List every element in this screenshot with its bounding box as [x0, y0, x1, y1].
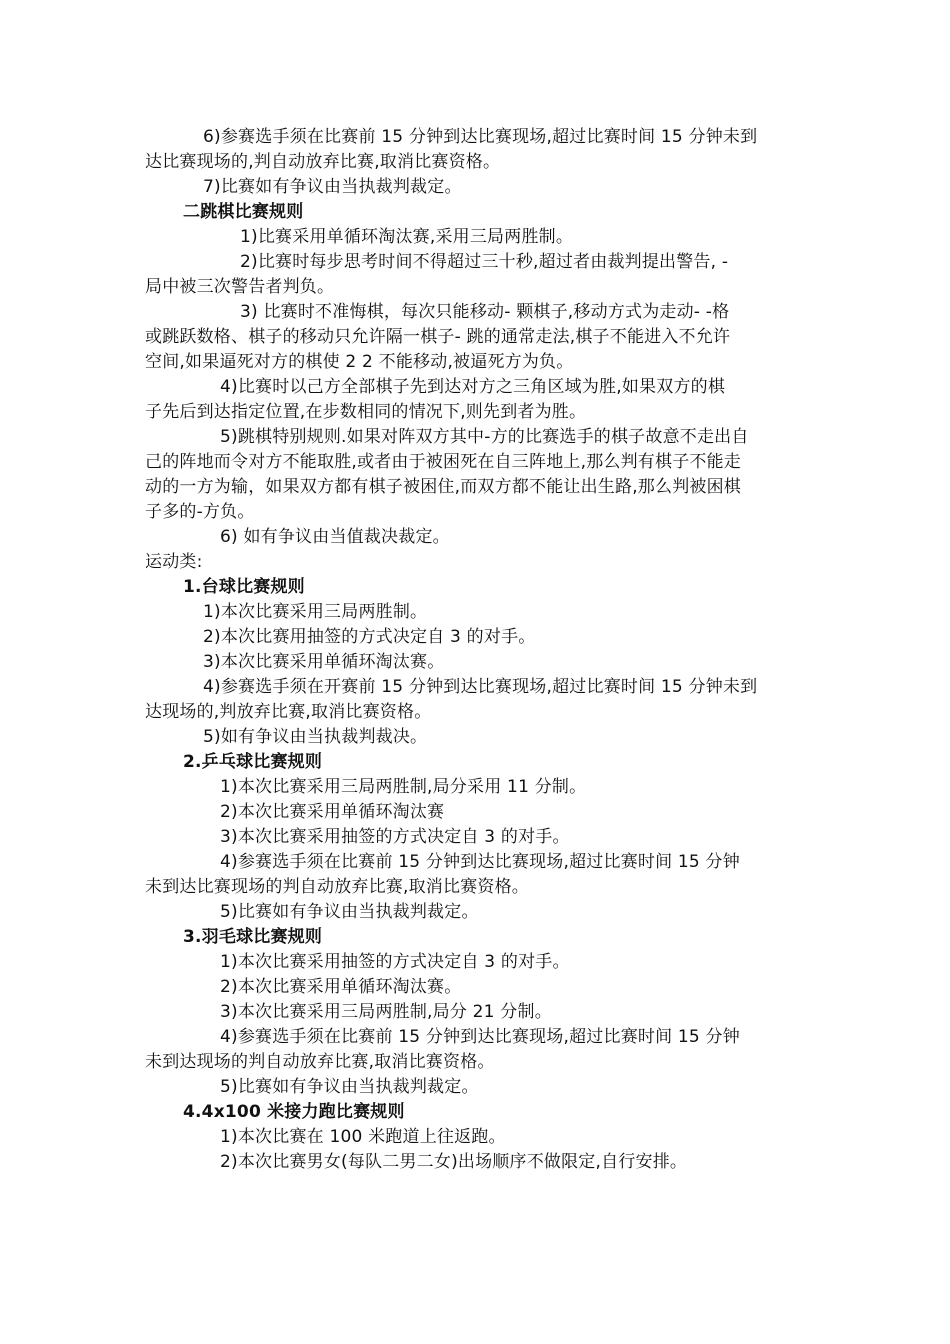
rule-line: 3) 比赛时不准悔棋，每次只能移动- 颗棋子,移动方式为走动- -格 — [240, 302, 730, 322]
rule-line: 1)本次比赛采用三局两胜制。 — [203, 602, 428, 622]
rule-line: 子先后到达指定位置,在步数相同的情况下,则先到者为胜。 — [145, 402, 587, 422]
rule-line: 3)本次比赛采用单循环淘汰赛。 — [203, 652, 445, 672]
rule-line: 4)参赛选手须在比赛前 15 分钟到达比赛现场,超过比赛时间 15 分钟 — [220, 852, 740, 872]
rule-line: 未到达比赛现场的判自动放弃比赛,取消比赛资格。 — [145, 877, 530, 897]
rule-line: 动的一方为输，如果双方都有棋子被困住,而双方都不能让出生路,那么判被困棋 — [145, 477, 742, 497]
section-heading-billiards: 1.台球比赛规则 — [183, 577, 305, 597]
rule-line: 1)本次比赛在 100 米跑道上往返跑。 — [220, 1127, 506, 1147]
rule-line: 5)如有争议由当执裁判裁决。 — [203, 727, 428, 747]
rule-line: 2)本次比赛采用单循环淘汰赛。 — [220, 977, 462, 997]
rule-line: 局中被三次警告者判负。 — [145, 277, 335, 297]
section-heading-pingpong: 2.乒乓球比赛规则 — [183, 752, 323, 772]
section-heading-badminton: 3.羽毛球比赛规则 — [183, 927, 323, 947]
rule-line: 4)参赛选手须在开赛前 15 分钟到达比赛现场,超过比赛时间 15 分钟未到 — [203, 677, 758, 697]
rule-line: 未到达现场的判自动放弃比赛,取消比赛资格。 — [145, 1052, 495, 1072]
rule-line: 6)参赛选手须在比赛前 15 分钟到达比赛现场,超过比赛时间 15 分钟未到 — [203, 127, 758, 147]
rule-line: 5)比赛如有争议由当执裁判裁定。 — [220, 902, 479, 922]
rule-line: 3)本次比赛采用三局两胜制,局分 21 分制。 — [220, 1002, 552, 1022]
section-label-sports: 运动类: — [145, 552, 203, 572]
rule-line: 己的阵地而令对方不能取胜,或者由于被困死在自三阵地上,那么判有棋子不能走 — [145, 452, 742, 472]
section-heading-checkers: 二跳棋比赛规则 — [183, 202, 304, 222]
rule-line: 2)比赛时每步思考时间不得超过三十秒,超过者由裁判提出警告, - — [240, 252, 729, 272]
rule-line: 子多的-方负。 — [145, 502, 255, 522]
rule-line: 5)比赛如有争议由当执裁判裁定。 — [220, 1077, 479, 1097]
section-heading-relay: 4.4x100 米接力跑比赛规则 — [183, 1102, 405, 1122]
rule-line: 2)本次比赛用抽签的方式决定自 3 的对手。 — [203, 627, 536, 647]
rule-line: 1)比赛采用单循环淘汰赛,采用三局两胜制。 — [240, 227, 574, 247]
rule-line: 5)跳棋特别规则.如果对阵双方其中-方的比赛选手的棋子故意不走出自 — [220, 427, 749, 447]
rule-line: 7)比赛如有争议由当执裁判裁定。 — [203, 177, 462, 197]
rule-line: 1)本次比赛采用抽签的方式决定自 3 的对手。 — [220, 952, 570, 972]
rule-line: 4)参赛选手须在比赛前 15 分钟到达比赛现场,超过比赛时间 15 分钟 — [220, 1027, 740, 1047]
rule-line: 1)本次比赛采用三局两胜制,局分采用 11 分制。 — [220, 777, 587, 797]
rule-line: 或跳跃数格、棋子的移动只允许隔一棋子- 跳的通常走法,棋子不能进入不允许 — [145, 327, 731, 347]
rule-line: 达比赛现场的,判自动放弃比赛,取消比赛资格。 — [145, 152, 501, 172]
rule-line: 4)比赛时以己方全部棋子先到达对方之三角区域为胜,如果双方的棋 — [220, 377, 726, 397]
rule-line: 2)本次比赛采用单循环淘汰赛 — [220, 802, 445, 822]
rule-line: 6) 如有争议由当值裁决裁定。 — [220, 527, 450, 547]
rule-line: 2)本次比赛男女(每队二男二女)出场顺序不做限定,自行安排。 — [220, 1152, 688, 1172]
rule-line: 空间,如果逼死对方的棋使 2 2 不能移动,被逼死方为负。 — [145, 352, 574, 372]
rule-line: 达现场的,判放弃比赛,取消比赛资格。 — [145, 702, 432, 722]
rule-line: 3)本次比赛采用抽签的方式决定自 3 的对手。 — [220, 827, 570, 847]
